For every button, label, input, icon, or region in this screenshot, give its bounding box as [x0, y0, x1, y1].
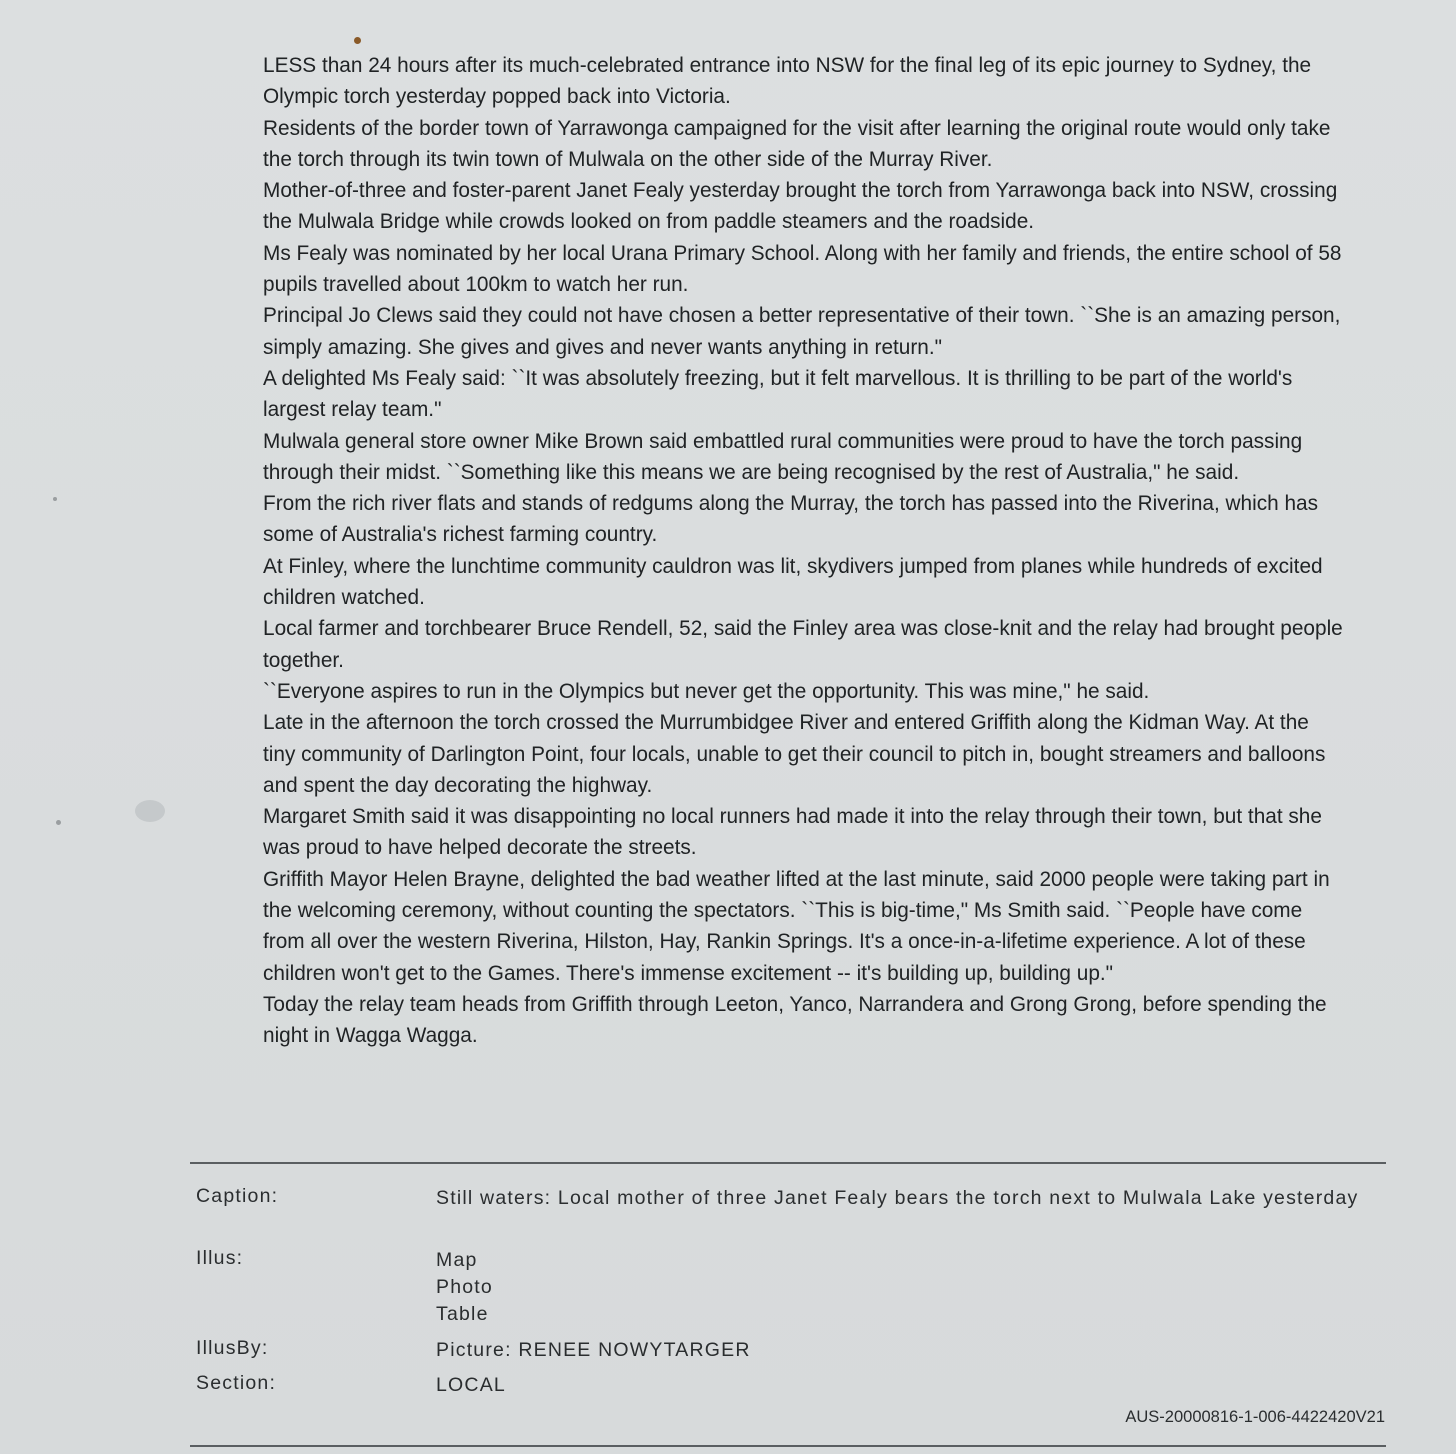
article-paragraph: Mulwala general store owner Mike Brown said embattled rural communities were proud to have the torch passing through their midst. ``Something like this means we are being recognised by the rest of Australia," he said. — [263, 429, 1303, 484]
article-paragraph: Residents of the border town of Yarrawonga campaigned for the visit after learning the original route would only take the torch through its twin town of Mulwala on the other side of the Murray River. — [263, 116, 1331, 171]
illus-item: Photo — [436, 1276, 493, 1298]
dust-speck — [53, 497, 57, 501]
article-paragraph: Margaret Smith said it was disappointing no local runners had made it into the relay through their town, but that she was proud to have helped decorate the streets. — [263, 805, 1322, 860]
article-paragraph: Ms Fealy was nominated by her local Urana Primary School. Along with her family and friends, the entire school of 58 pupils travelled about 100km to watch her run. — [263, 241, 1342, 297]
article-paragraph: LESS than 24 hours after its much-celebrated entrance into NSW for the final leg of its epic journey to Sydney, the Olympic torch yesterday popped back into Victoria. — [263, 54, 1312, 109]
article-paragraph: Today the relay team heads from Griffith through Leeton, Yanco, Narrandera and Grong Grong, before spending the night in Wagga Wagga. — [263, 992, 1327, 1048]
article-paragraph: Mother-of-three and foster-parent Janet Fealy yesterday brought the torch from Yarrawonga back into NSW, crossing the Mulwala Bridge while crowds looked on from paddle steamers and the roadside. — [263, 179, 1338, 234]
illus-item: Map — [436, 1249, 478, 1271]
document-id: AUS-20000816-1-006-4422420V21 — [1125, 1408, 1385, 1426]
article-paragraph: ``Everyone aspires to run in the Olympics but never get the opportunity. This was mine," he said. — [263, 679, 1150, 703]
divider-top — [190, 1162, 1386, 1164]
illus-label: Illus: — [196, 1247, 244, 1269]
section-value: LOCAL — [436, 1374, 506, 1396]
article-paragraph: Local farmer and torchbearer Bruce Rendell, 52, said the Finley area was close-knit and the relay had brought people together. — [263, 617, 1343, 672]
caption-value: Still waters: Local mother of three Janet Fealy bears the torch next to Mulwala Lake yesterday — [436, 1187, 1359, 1209]
illus-value-list — [436, 1247, 1376, 1328]
smudge-mark — [135, 800, 165, 822]
article-paragraph: From the rich river flats and stands of redgums along the Murray, the torch has passed into the Riverina, which has some of Australia's richest farming country. — [263, 492, 1318, 547]
article-paragraph: A delighted Ms Fealy said: ``It was absolutely freezing, but it felt marvellous. It is thrilling to be part of the world's largest relay team." — [263, 366, 1293, 422]
illusby-label: IllusBy: — [196, 1337, 269, 1359]
section-label: Section: — [196, 1372, 277, 1394]
article-paragraph: Griffith Mayor Helen Brayne, delighted the bad weather lifted at the last minute, said 2000 people were taking part in the welcoming ceremony, without counting the spectators. ``This is big-time," Ms Smith said. ``People have come from all over the western Riverina, Hilston, Hay, Rankin Springs. It's a once-in-a-lifetime experience. A lot of these children won't get to the Games. There's immense excitement -- it's building up, building up." — [263, 867, 1330, 985]
article-paragraph: Principal Jo Clews said they could not have chosen a better representative of their town. ``She is an amazing person, simply amazing. She gives and gives and never wants anything in return." — [263, 304, 1341, 359]
illus-item: Table — [436, 1303, 489, 1325]
ink-speck — [354, 37, 361, 44]
illusby-value: Picture: RENEE NOWYTARGER — [436, 1339, 751, 1361]
dust-speck — [56, 820, 61, 825]
article-body — [263, 50, 1343, 1052]
article-paragraph: At Finley, where the lunchtime community cauldron was lit, skydivers jumped from planes while hundreds of excited children watched. — [263, 554, 1323, 610]
article-paragraph: Late in the afternoon the torch crossed the Murrumbidgee River and entered Griffith along the Kidman Way. At the tiny community of Darlington Point, four locals, unable to get their council to pitch in, bought streamers and balloons and spent the day decorating the highway. — [263, 711, 1326, 797]
caption-label: Caption: — [196, 1185, 279, 1207]
divider-bottom — [190, 1445, 1386, 1447]
